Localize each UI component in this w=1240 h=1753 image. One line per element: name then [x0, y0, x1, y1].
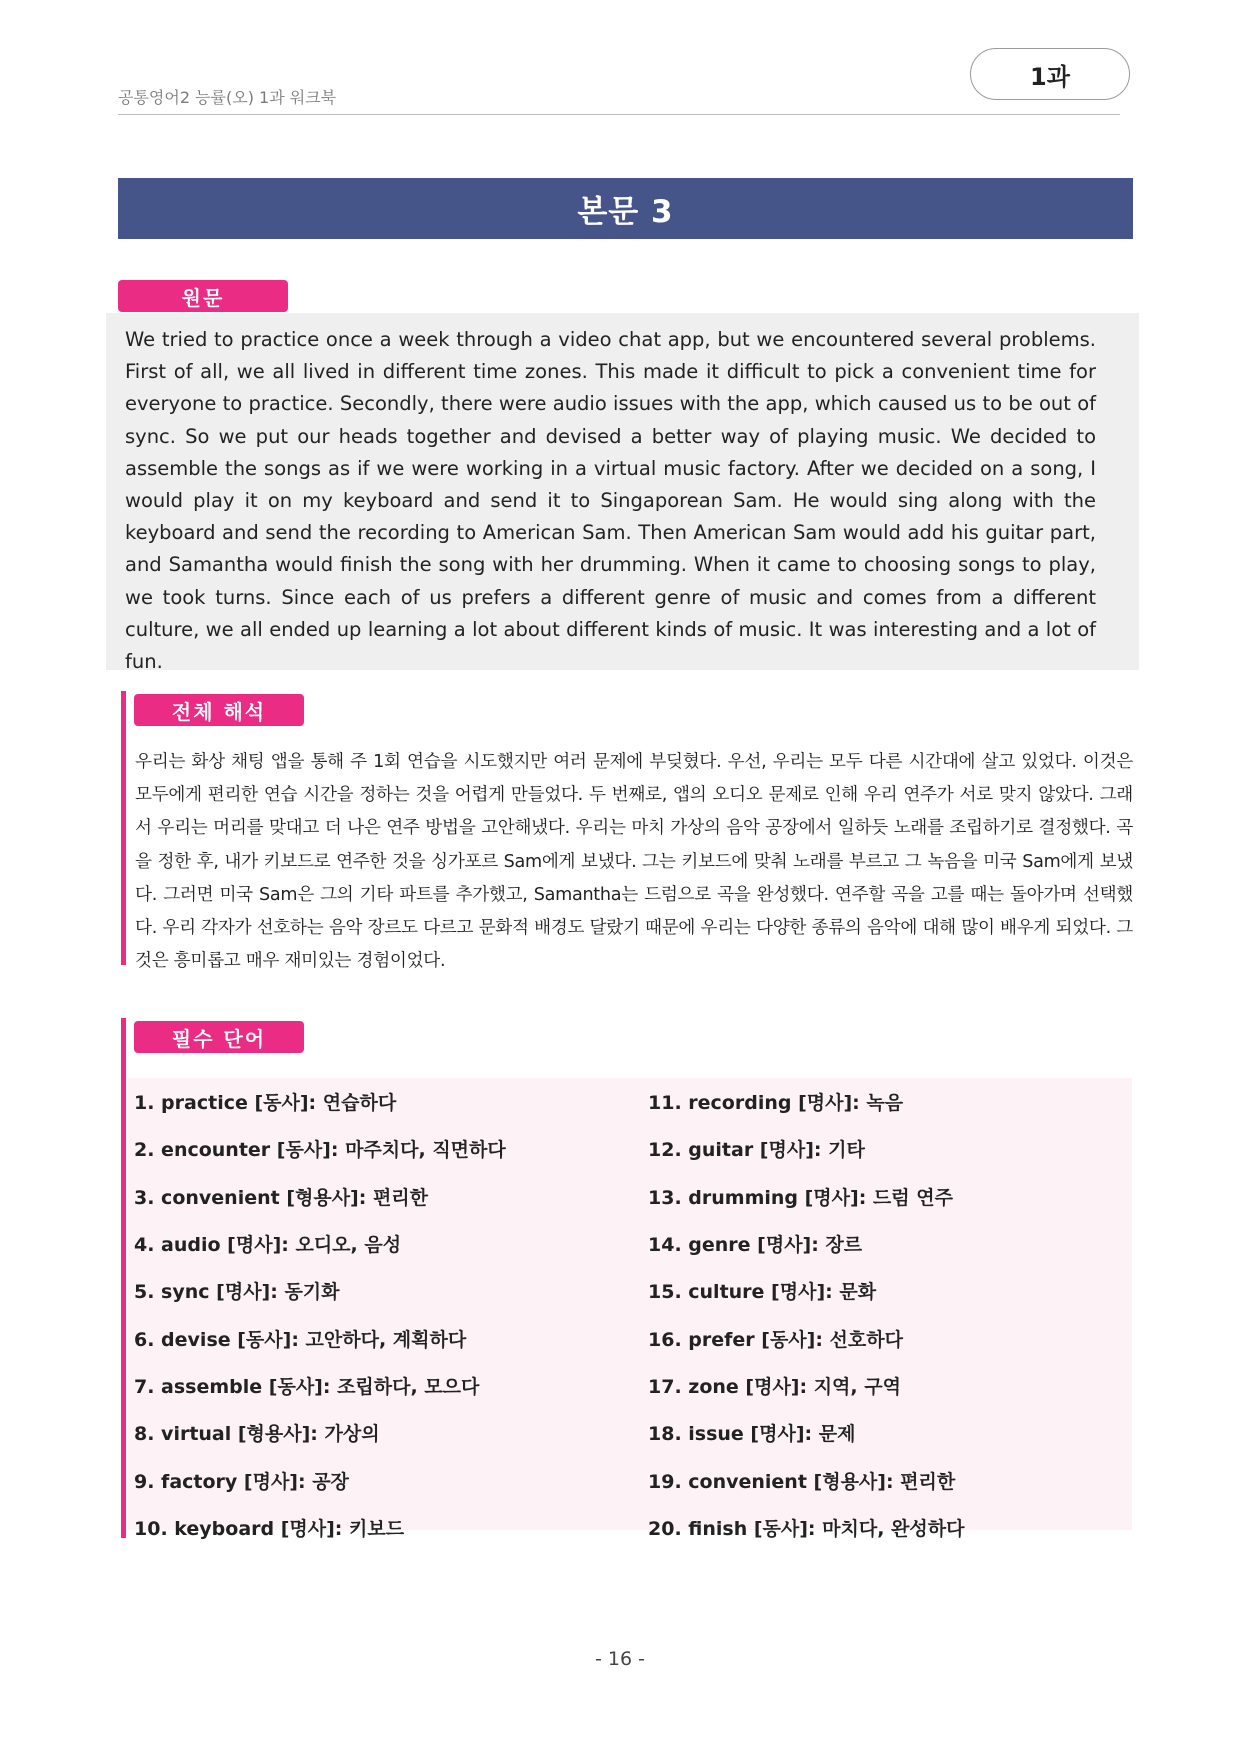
vocab-item: 9. factory [명사]: 공장 [134, 1470, 349, 1493]
original-passage: We tried to practice once a week through a video chat app, but we encountered several problems. First of all, we all lived in different time zones. This made it difficult to pick a convenient time for everyone to practice. Secondly, there were audio issues with the app, which caused us to be out of sync. So we put our heads together and devised a better way of playing music. We decided to assemble the songs as if we were working in a virtual music factory. After we decided on a song, I would play it on my keyboard and send it to Singaporean Sam. He would sing along with the keyboard and send the recording to American Sam. Then American Sam would add his guitar part, and Samantha would finish the song with her drumming. When it came to choosing songs to play, we took turns. Since each of us prefers a different genre of music and comes from a different culture, we all ended up learning a lot about different kinds of music. It was interesting and a lot of fun. [125, 328, 1096, 674]
vocab-item: 3. convenient [형용사]: 편리한 [134, 1186, 429, 1209]
translation-label: 전체 해석 [134, 694, 304, 726]
original-label: 원문 [118, 280, 288, 312]
vocab-item: 8. virtual [형용사]: 가상의 [134, 1423, 380, 1446]
vocab-item: 11. recording [명사]: 녹음 [648, 1092, 904, 1115]
vocab-item: 16. prefer [동사]: 선호하다 [648, 1328, 903, 1351]
section-title-banner: 본문 3 [118, 178, 1133, 239]
vocab-item: 10. keyboard [명사]: 키보드 [134, 1517, 405, 1540]
vocab-item: 6. devise [동사]: 고안하다, 계획하다 [134, 1328, 467, 1351]
vocab-item: 1. practice [동사]: 연습하다 [134, 1092, 397, 1115]
lesson-badge: 1과 [970, 48, 1130, 100]
vocab-label: 필수 단어 [134, 1021, 304, 1053]
vocab-item: 13. drumming [명사]: 드럼 연주 [648, 1186, 953, 1209]
page-number: - 16 - [595, 1648, 645, 1670]
vocab-item: 5. sync [명사]: 동기화 [134, 1281, 340, 1304]
vocab-accent-bar [121, 1018, 126, 1538]
vocab-item: 20. finish [동사]: 마치다, 완성하다 [648, 1517, 965, 1540]
vocab-item: 2. encounter [동사]: 마주치다, 직면하다 [134, 1139, 506, 1162]
translation-accent-bar [121, 691, 126, 965]
header-title: 공통영어2 능률(오) 1과 워크북 [118, 88, 337, 107]
header-divider [118, 114, 1120, 115]
vocab-list-left [134, 1078, 506, 1551]
vocab-item: 14. genre [명사]: 장르 [648, 1234, 863, 1257]
vocab-item: 12. guitar [명사]: 기타 [648, 1139, 865, 1162]
vocab-item: 4. audio [명사]: 오디오, 음성 [134, 1234, 402, 1257]
vocab-item: 17. zone [명사]: 지역, 구역 [648, 1375, 901, 1398]
vocab-item: 18. issue [명사]: 문제 [648, 1423, 856, 1446]
vocab-item: 19. convenient [형용사]: 편리한 [648, 1470, 956, 1493]
vocab-item: 7. assemble [동사]: 조립하다, 모으다 [134, 1375, 480, 1398]
vocab-list-right [648, 1078, 964, 1551]
vocab-item: 15. culture [명사]: 문화 [648, 1281, 877, 1304]
translation-passage: 우리는 화상 채팅 앱을 통해 주 1회 연습을 시도했지만 여러 문제에 부딪혔다. 우선, 우리는 모두 다른 시간대에 살고 있었다. 이것은 모두에게 편리한 연습 시간을 정하는 것을 어렵게 만들었다. 두 번째로, 앱의 오디오 문제로 인해 우리 연주가 서로 맞지 않았다. 그래서 우리는 머리를 맞대고 더 나은 연주 방법을 고안해냈다. 우리는 마치 가상의 음악 공장에서 일하듯 노래를 조립하기로 결정했다. 곡을 정한 후, 내가 키보드로 연주한 것을 싱가포르 Sam에게 보냈다. 그는 키보드에 맞춰 노래를 부르고 그 녹음을 미국 Sam에게 보냈다. 그러면 미국 Sam은 그의 기타 파트를 추가했고, Samantha는 드럼으로 곡을 완성했다. 연주할 곡을 고를 때는 돌아가며 선택했다. 우리 각자가 선호하는 음악 장르도 다르고 문화적 배경도 달랐기 때문에 우리는 다양한 종류의 음악에 대해 많이 배우게 되었다. 그것은 흥미롭고 매우 재미있는 경험이었다. [135, 752, 1133, 972]
